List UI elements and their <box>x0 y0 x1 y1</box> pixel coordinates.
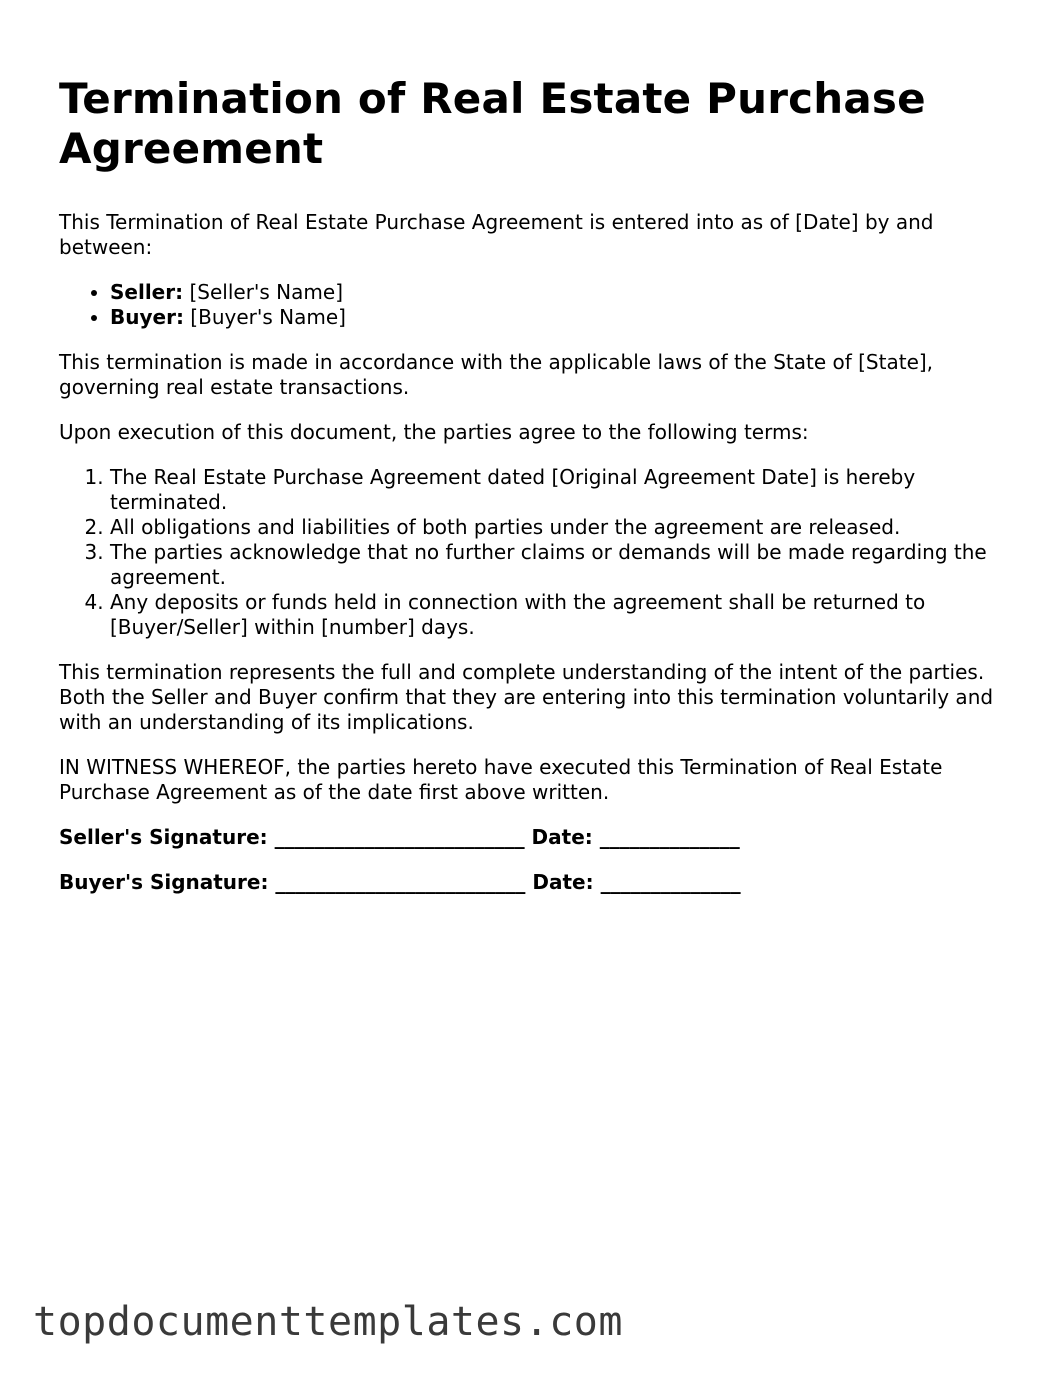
intro-paragraph: This Termination of Real Estate Purchase Agreement is entered into as of [Date] by and between: <box>59 210 934 259</box>
terms-list <box>59 465 999 640</box>
understanding-paragraph: This termination represents the full and complete understanding of the intent of the parties. Both the Seller and Buyer confirm that they are entering into this termination voluntarily and with an understanding of its implications. <box>59 660 994 734</box>
governing-law-paragraph: This termination is made in accordance with the applicable laws of the State of [State], governing real estate transactions. <box>59 350 934 399</box>
term-item: 2. All obligations and liabilities of both parties under the agreement are released. <box>110 515 999 540</box>
term-item: 3. The parties acknowledge that no further claims or demands will be made regarding the agreement. <box>110 540 999 590</box>
seller-signature-line: Seller's Signature: _________________________ Date: ______________ <box>59 825 740 849</box>
party-item-buyer <box>110 305 999 330</box>
party-value: [Buyer's Name] <box>183 305 346 329</box>
witness-paragraph: IN WITNESS WHEREOF, the parties hereto have executed this Termination of Real Estate Purchase Agreement as of the date first above written. <box>59 755 943 804</box>
document-title: Termination of Real Estate Purchase Agreement <box>59 74 926 173</box>
party-value: [Seller's Name] <box>183 280 343 304</box>
document-page <box>59 74 999 915</box>
party-item-seller <box>110 280 999 305</box>
term-item: 4. Any deposits or funds held in connection with the agreement shall be returned to [Buyer/Seller] within [number] days. <box>110 590 999 640</box>
terms-intro-paragraph: Upon execution of this document, the parties agree to the following terms: <box>59 420 809 444</box>
term-item: 1. The Real Estate Purchase Agreement dated [Original Agreement Date] is hereby terminated. <box>110 465 999 515</box>
watermark-text: topdocumenttemplates.com <box>33 1299 623 1345</box>
buyer-signature-line: Buyer's Signature: _________________________ Date: ______________ <box>59 870 741 894</box>
party-label: Seller: <box>110 280 184 304</box>
party-label: Buyer: <box>110 305 184 329</box>
parties-list <box>59 280 999 330</box>
